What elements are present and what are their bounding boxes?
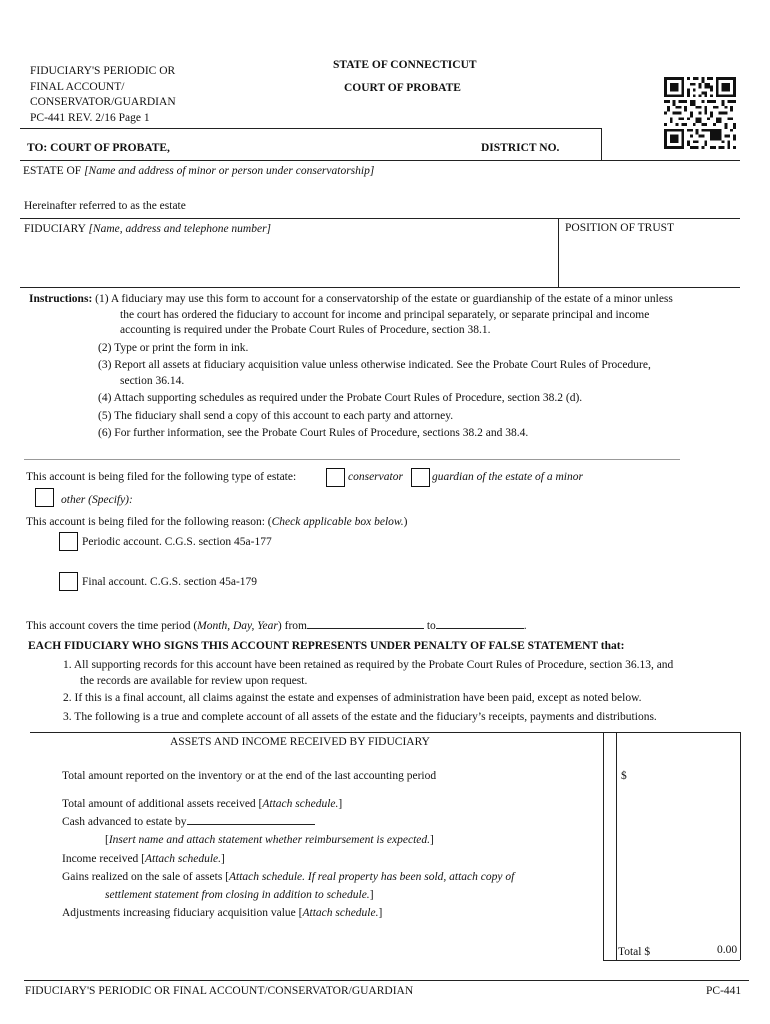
fiduciary-hint: [Name, address and telephone number] [88,223,272,235]
total-value[interactable]: 0.00 [717,944,738,956]
estate-referred-note: Hereinafter referred to as the estate [24,200,186,212]
guardian-checkbox[interactable] [411,468,430,487]
periodic-account-label: Periodic account. C.G.S. section 45a-177 [82,536,272,548]
instruction-item: (4) Attach supporting schedules as required under the Probate Court Rules of Procedure, section 38.2 (d). [98,392,583,404]
conservator-label: conservator [348,471,403,483]
penalty-heading: EACH FIDUCIARY WHO SIGNS THIS ACCOUNT REPRESENTS UNDER PENALTY OF FALSE STATEMENT that: [28,640,625,652]
assets-list [62,795,514,922]
district-label: DISTRICT NO. [481,142,560,154]
conservator-checkbox[interactable] [326,468,345,487]
form-title-line: PC-441 REV. 2/16 Page 1 [30,111,150,124]
total-inventory-input[interactable] [634,768,738,784]
form-title-line: FIDUCIARY'S PERIODIC OR [30,65,176,77]
cash-advanced-label: Cash advanced to estate by [62,813,514,831]
footer-form-code: PC-441 [706,985,742,997]
instruction-line: accounting is required under the Probate Court Rules of Procedure, section 38.1. [120,324,491,336]
period-line: This account covers the time period (Month, Day, Year) from to . [26,617,527,632]
other-specify-label: other (Specify): [61,494,133,506]
period-from-input[interactable] [307,617,424,629]
penalty-line: the records are available for review upon request. [80,674,308,687]
form-title-line: CONSERVATOR/GUARDIAN [30,96,176,108]
estate-of-label: ESTATE OF [23,165,82,177]
adjustments-label: Adjustments increasing fiduciary acquisition value [Attach schedule.] [62,907,383,920]
qr-code-icon [664,77,736,149]
final-account-label: Final account. C.G.S. section 45a-179 [82,576,258,588]
footer-title: FIDUCIARY'S PERIODIC OR FINAL ACCOUNT/CONSERVATOR/GUARDIAN [25,985,414,997]
income-received-label: Income received [Attach schedule.] [62,852,225,865]
penalty-item: 3. The following is a true and complete account of all assets of the estate and the fiduciary’s receipts, payments and distributions. [63,710,657,723]
instruction-item: Instructions: (1) A fiduciary may use this form to account for a conservatorship of the estate or guardianship of the estate of a minor unless [29,293,673,305]
fiduciary-field[interactable] [24,223,271,235]
gains-label: Gains realized on the sale of assets [Attach schedule. If real property has been sold, attach copy of [62,870,515,883]
position-of-trust-field[interactable]: POSITION OF TRUST [565,222,675,234]
fiduciary-label: FIDUCIARY [24,223,86,235]
instruction-item: (3) Report all assets at fiduciary acquisition value unless otherwise indicated. See the Probate Court Rules of Procedure, [98,359,651,371]
final-account-checkbox[interactable] [59,572,78,591]
instruction-item: (2) Type or print the form in ink. [98,341,249,354]
estate-type-prompt: This account is being filed for the following type of estate: [26,471,297,483]
instruction-item: (5) The fiduciary shall send a copy of this account to each party and attorney. [98,409,454,422]
periodic-account-checkbox[interactable] [59,532,78,551]
cash-advanced-input[interactable] [187,813,315,825]
instructions-block [29,292,749,442]
estate-of-field[interactable] [23,165,374,177]
form-title [30,64,176,126]
instructions-label: Instructions [29,293,89,305]
court-heading: COURT OF PROBATE [344,82,461,94]
instruction-item: (6) For further information, see the Probate Court Rules of Procedure, sections 38.2 and 38.4. [98,427,529,439]
estate-of-hint: [Name and address of minor or person under conservatorship] [84,165,375,177]
total-label: Total $ [618,946,651,958]
state-heading: STATE OF CONNECTICUT [333,59,477,71]
dollar-sign: $ [621,770,627,782]
guardian-label: guardian of the estate of a minor [432,471,583,483]
total-inventory-label: Total amount reported on the inventory or at the end of the last accounting period [62,770,437,782]
other-checkbox[interactable] [35,488,54,507]
additional-assets-label: Total amount of additional assets received [Attach schedule.] [62,798,343,810]
penalty-item: 1. All supporting records for this account have been retained as required by the Probate Court Rules of Procedure, section 36.13, and [63,659,674,671]
penalty-list [63,658,673,725]
assets-heading: ASSETS AND INCOME RECEIVED BY FIDUCIARY [170,736,430,748]
to-court-label: TO: COURT OF PROBATE, [27,142,170,154]
gains-note: settlement statement from closing in addition to schedule.] [105,889,374,902]
form-title-line: FINAL ACCOUNT/ [30,80,125,93]
instruction-line: section 36.14. [120,374,185,387]
period-to-input[interactable] [436,617,524,629]
insert-name-note: [Insert name and attach statement whether reimbursement is expected.] [105,834,434,847]
reason-prompt: This account is being filed for the following reason: (Check applicable box below.) [26,516,408,528]
instruction-line: the court has ordered the fiduciary to account for income and principal separately, or separate principal and income [120,308,650,321]
penalty-item: 2. If this is a final account, all claims against the estate and expenses of administration have been paid, except as noted below. [63,692,642,704]
